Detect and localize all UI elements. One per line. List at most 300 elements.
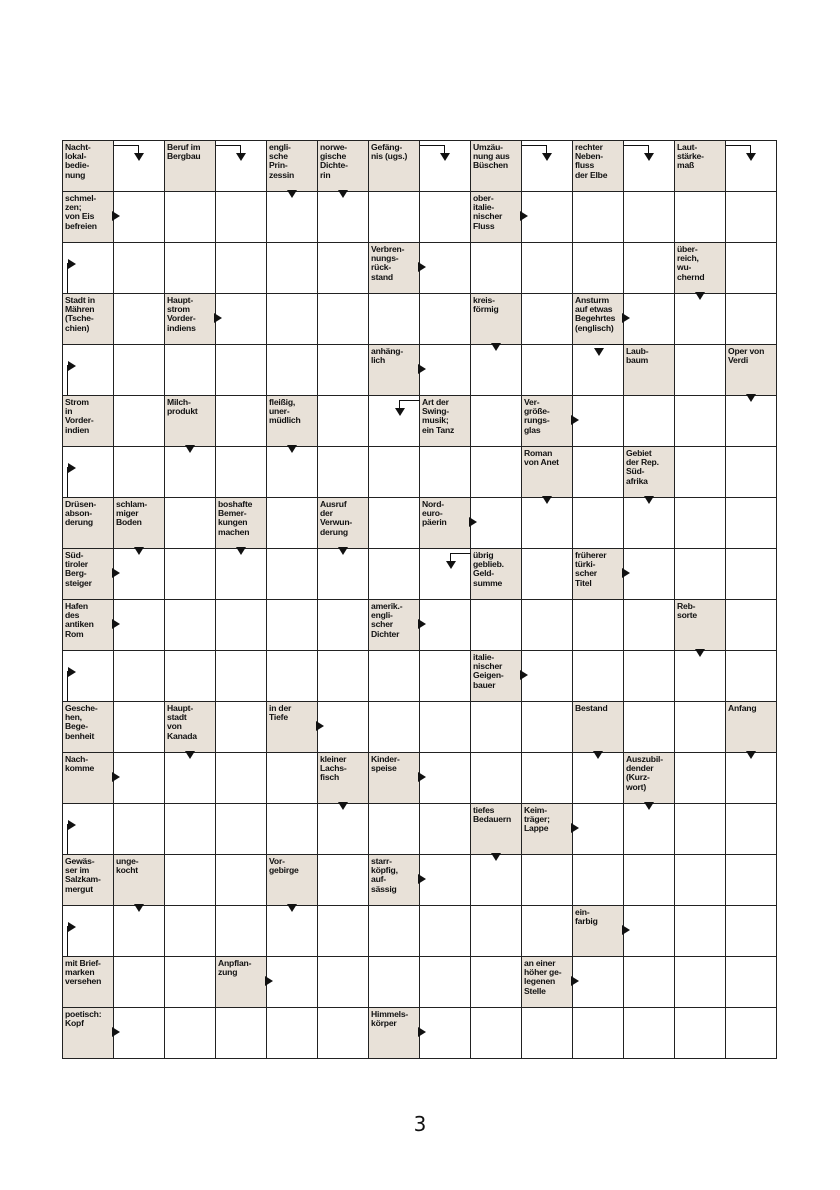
- answer-cell[interactable]: [522, 855, 573, 906]
- clue-cell: [63, 753, 114, 804]
- answer-cell[interactable]: [726, 447, 777, 498]
- answer-cell[interactable]: [726, 243, 777, 294]
- corner-right-arrow-icon: [68, 463, 76, 473]
- answer-cell[interactable]: [522, 549, 573, 600]
- answer-cell[interactable]: [114, 906, 165, 957]
- answer-cell[interactable]: [675, 753, 726, 804]
- answer-cell[interactable]: [420, 549, 471, 600]
- answer-cell[interactable]: [216, 906, 267, 957]
- arrow-right-icon: [520, 211, 528, 221]
- clue-text: Gebiet der Rep. Süd- afrika: [626, 448, 659, 486]
- answer-cell[interactable]: [675, 1008, 726, 1059]
- answer-cell[interactable]: [318, 243, 369, 294]
- corner-down-arrow-icon: [746, 153, 756, 161]
- clue-cell: [369, 345, 420, 396]
- clue-cell: [63, 600, 114, 651]
- answer-cell[interactable]: [624, 906, 675, 957]
- answer-cell[interactable]: [471, 396, 522, 447]
- answer-cell[interactable]: [216, 549, 267, 600]
- answer-cell[interactable]: [420, 447, 471, 498]
- answer-cell[interactable]: [165, 192, 216, 243]
- corner-stem-icon: [624, 145, 648, 146]
- clue-cell: [63, 855, 114, 906]
- clue-cell: [624, 447, 675, 498]
- answer-cell[interactable]: [216, 702, 267, 753]
- answer-cell[interactable]: [63, 345, 114, 396]
- clue-cell: [369, 600, 420, 651]
- answer-cell[interactable]: [573, 243, 624, 294]
- answer-cell[interactable]: [726, 600, 777, 651]
- answer-cell[interactable]: [114, 294, 165, 345]
- answer-cell[interactable]: [624, 294, 675, 345]
- answer-cell[interactable]: [114, 651, 165, 702]
- answer-cell[interactable]: [369, 396, 420, 447]
- answer-cell[interactable]: [114, 141, 165, 192]
- answer-cell[interactable]: [675, 651, 726, 702]
- answer-cell[interactable]: [420, 804, 471, 855]
- answer-cell[interactable]: [522, 906, 573, 957]
- clue-text: über- reich, wu- chernd: [677, 244, 705, 282]
- clue-text: kleiner Lachs- fisch: [320, 754, 347, 783]
- clue-text: Strom in Vorder- indien: [65, 397, 94, 435]
- clue-text: früherer türki- scher Titel: [575, 550, 607, 588]
- clue-text: schmel- zen; von Eis befreien: [65, 193, 97, 231]
- answer-cell[interactable]: [522, 294, 573, 345]
- answer-cell[interactable]: [420, 906, 471, 957]
- clue-text: Nach- komme: [65, 754, 95, 774]
- clue-text: Beruf im Bergbau: [167, 142, 201, 162]
- answer-cell[interactable]: [267, 957, 318, 1008]
- answer-cell[interactable]: [522, 702, 573, 753]
- clue-cell: [471, 141, 522, 192]
- answer-cell[interactable]: [522, 243, 573, 294]
- corner-stem-icon: [599, 344, 624, 345]
- answer-cell[interactable]: [114, 753, 165, 804]
- answer-cell[interactable]: [369, 804, 420, 855]
- answer-cell[interactable]: [369, 447, 420, 498]
- answer-cell[interactable]: [267, 294, 318, 345]
- answer-cell[interactable]: [624, 804, 675, 855]
- clue-text: mit Brief- marken versehen: [65, 958, 102, 987]
- answer-cell[interactable]: [114, 1008, 165, 1059]
- answer-cell[interactable]: [318, 906, 369, 957]
- answer-cell[interactable]: [471, 906, 522, 957]
- clue-text: Kinder- speise: [371, 754, 400, 774]
- arrow-right-icon: [418, 874, 426, 884]
- answer-cell[interactable]: [114, 396, 165, 447]
- answer-cell[interactable]: [573, 498, 624, 549]
- arrow-right-icon: [418, 364, 426, 374]
- clue-text: Ansturm auf etwas Begehrtes (englisch): [575, 295, 616, 333]
- answer-cell[interactable]: [726, 549, 777, 600]
- answer-cell[interactable]: [216, 855, 267, 906]
- clue-cell: [369, 1008, 420, 1059]
- answer-cell[interactable]: [726, 855, 777, 906]
- answer-cell[interactable]: [369, 294, 420, 345]
- answer-cell[interactable]: [675, 396, 726, 447]
- answer-cell[interactable]: [369, 651, 420, 702]
- answer-cell[interactable]: [420, 957, 471, 1008]
- answer-cell[interactable]: [471, 447, 522, 498]
- clue-cell: [522, 447, 573, 498]
- answer-cell[interactable]: [420, 243, 471, 294]
- corner-down-arrow-icon: [395, 408, 405, 416]
- answer-cell[interactable]: [420, 855, 471, 906]
- answer-cell[interactable]: [522, 600, 573, 651]
- answer-cell[interactable]: [624, 600, 675, 651]
- answer-cell[interactable]: [573, 804, 624, 855]
- arrow-right-icon: [214, 313, 222, 323]
- answer-cell[interactable]: [216, 243, 267, 294]
- answer-cell[interactable]: [318, 600, 369, 651]
- clue-text: Art der Swing- musik; ein Tanz: [422, 397, 455, 435]
- clue-cell: [369, 855, 420, 906]
- answer-cell[interactable]: [573, 447, 624, 498]
- answer-cell[interactable]: [165, 855, 216, 906]
- answer-cell[interactable]: [675, 345, 726, 396]
- answer-cell[interactable]: [420, 1008, 471, 1059]
- answer-cell[interactable]: [318, 957, 369, 1008]
- answer-cell[interactable]: [165, 1008, 216, 1059]
- answer-cell[interactable]: [573, 396, 624, 447]
- clue-cell: [63, 192, 114, 243]
- answer-cell[interactable]: [267, 345, 318, 396]
- arrow-down-icon: [593, 751, 603, 759]
- answer-cell[interactable]: [165, 753, 216, 804]
- answer-cell[interactable]: [63, 804, 114, 855]
- clue-text: Verbren- nungs- rück- stand: [371, 244, 405, 282]
- corner-stem-icon: [546, 145, 547, 153]
- corner-down-arrow-icon: [542, 153, 552, 161]
- arrow-down-icon: [695, 292, 705, 300]
- answer-cell[interactable]: [318, 855, 369, 906]
- answer-cell[interactable]: [63, 243, 114, 294]
- corner-stem-icon: [750, 145, 751, 153]
- arrow-down-icon: [746, 394, 756, 402]
- clue-cell: [216, 957, 267, 1008]
- clue-cell: [267, 396, 318, 447]
- answer-cell[interactable]: [318, 702, 369, 753]
- answer-cell[interactable]: [420, 600, 471, 651]
- answer-cell[interactable]: [675, 294, 726, 345]
- answer-cell[interactable]: [267, 651, 318, 702]
- clue-cell: [165, 702, 216, 753]
- clue-text: engli- sche Prin- zessin: [269, 142, 295, 180]
- answer-cell[interactable]: [420, 651, 471, 702]
- answer-cell[interactable]: [675, 804, 726, 855]
- answer-cell[interactable]: [369, 498, 420, 549]
- answer-cell[interactable]: [267, 498, 318, 549]
- answer-cell[interactable]: [624, 957, 675, 1008]
- clue-text: übrig geblieb. Geld- summe: [473, 550, 504, 588]
- clue-text: Laub- baum: [626, 346, 649, 366]
- answer-cell[interactable]: [675, 192, 726, 243]
- clue-text: Haupt- strom Vorder- indiens: [167, 295, 196, 333]
- clue-text: Anfang: [728, 703, 757, 713]
- answer-cell[interactable]: [267, 192, 318, 243]
- answer-cell[interactable]: [267, 804, 318, 855]
- answer-cell[interactable]: [624, 1008, 675, 1059]
- answer-cell[interactable]: [165, 549, 216, 600]
- corner-right-arrow-icon: [68, 922, 76, 932]
- clue-text: Auszubil- dender (Kurz- wort): [626, 754, 663, 792]
- corner-stem-icon: [240, 145, 241, 153]
- arrow-down-icon: [134, 547, 144, 555]
- clue-text: anhäng- lich: [371, 346, 404, 366]
- answer-cell[interactable]: [522, 1008, 573, 1059]
- arrow-right-icon: [622, 313, 630, 323]
- answer-cell[interactable]: [420, 753, 471, 804]
- clue-cell: [63, 1008, 114, 1059]
- clue-text: Milch- produkt: [167, 397, 198, 417]
- answer-cell[interactable]: [267, 906, 318, 957]
- clue-text: Drüsen- abson- derung: [65, 499, 97, 528]
- answer-cell[interactable]: [216, 1008, 267, 1059]
- answer-cell[interactable]: [471, 600, 522, 651]
- arrow-down-icon: [287, 190, 297, 198]
- answer-cell[interactable]: [471, 702, 522, 753]
- answer-cell[interactable]: [522, 345, 573, 396]
- answer-cell[interactable]: [267, 1008, 318, 1059]
- answer-cell[interactable]: [267, 753, 318, 804]
- answer-cell[interactable]: [624, 396, 675, 447]
- answer-cell[interactable]: [216, 294, 267, 345]
- answer-cell[interactable]: [726, 957, 777, 1008]
- answer-cell[interactable]: [318, 549, 369, 600]
- crossword-grid: [62, 140, 777, 1059]
- answer-cell[interactable]: [726, 906, 777, 957]
- clue-cell: [624, 753, 675, 804]
- arrow-down-icon: [287, 904, 297, 912]
- answer-cell[interactable]: [165, 600, 216, 651]
- answer-cell[interactable]: [114, 243, 165, 294]
- answer-cell[interactable]: [420, 294, 471, 345]
- arrow-right-icon: [571, 823, 579, 833]
- answer-cell[interactable]: [216, 600, 267, 651]
- answer-cell[interactable]: [471, 753, 522, 804]
- answer-cell[interactable]: [165, 804, 216, 855]
- clue-text: Stadt in Mähren (Tsche- chien): [65, 295, 95, 333]
- clue-cell: [63, 702, 114, 753]
- answer-cell[interactable]: [726, 804, 777, 855]
- answer-cell[interactable]: [369, 957, 420, 1008]
- answer-cell[interactable]: [114, 702, 165, 753]
- answer-cell[interactable]: [267, 243, 318, 294]
- answer-cell[interactable]: [63, 651, 114, 702]
- answer-cell[interactable]: [420, 702, 471, 753]
- corner-stem-icon: [648, 145, 649, 153]
- arrow-right-icon: [112, 568, 120, 578]
- answer-cell[interactable]: [216, 192, 267, 243]
- clue-cell: [471, 804, 522, 855]
- answer-cell[interactable]: [573, 1008, 624, 1059]
- answer-cell[interactable]: [675, 906, 726, 957]
- answer-cell[interactable]: [216, 141, 267, 192]
- answer-cell[interactable]: [726, 141, 777, 192]
- answer-cell[interactable]: [318, 192, 369, 243]
- corner-down-arrow-icon: [644, 153, 654, 161]
- answer-cell[interactable]: [165, 345, 216, 396]
- answer-cell[interactable]: [114, 345, 165, 396]
- clue-cell: [726, 702, 777, 753]
- answer-cell[interactable]: [114, 957, 165, 1008]
- answer-cell[interactable]: [522, 753, 573, 804]
- answer-cell[interactable]: [165, 651, 216, 702]
- clue-cell: [573, 141, 624, 192]
- answer-cell[interactable]: [318, 651, 369, 702]
- answer-cell[interactable]: [369, 192, 420, 243]
- answer-cell[interactable]: [318, 804, 369, 855]
- arrow-down-icon: [236, 547, 246, 555]
- clue-cell: [675, 141, 726, 192]
- answer-cell[interactable]: [63, 906, 114, 957]
- answer-cell[interactable]: [726, 294, 777, 345]
- answer-cell[interactable]: [471, 498, 522, 549]
- answer-cell[interactable]: [522, 192, 573, 243]
- corner-stem-icon: [114, 145, 138, 146]
- answer-cell[interactable]: [573, 192, 624, 243]
- answer-cell[interactable]: [471, 243, 522, 294]
- answer-cell[interactable]: [471, 957, 522, 1008]
- answer-cell[interactable]: [726, 498, 777, 549]
- answer-cell[interactable]: [318, 345, 369, 396]
- answer-cell[interactable]: [675, 702, 726, 753]
- clue-text: Roman von Anet: [524, 448, 559, 468]
- answer-cell[interactable]: [369, 549, 420, 600]
- corner-stem-icon: [450, 553, 451, 561]
- answer-cell[interactable]: [267, 549, 318, 600]
- answer-cell[interactable]: [165, 447, 216, 498]
- answer-cell[interactable]: [114, 549, 165, 600]
- answer-cell[interactable]: [114, 804, 165, 855]
- answer-cell[interactable]: [624, 498, 675, 549]
- answer-cell[interactable]: [573, 855, 624, 906]
- answer-cell[interactable]: [522, 498, 573, 549]
- answer-cell[interactable]: [165, 957, 216, 1008]
- answer-cell[interactable]: [318, 1008, 369, 1059]
- answer-cell[interactable]: [573, 753, 624, 804]
- answer-cell[interactable]: [318, 396, 369, 447]
- clue-text: rechter Neben- fluss der Elbe: [575, 142, 608, 180]
- clue-text: Anpflan- zung: [218, 958, 252, 978]
- answer-cell[interactable]: [624, 651, 675, 702]
- corner-stem-icon: [522, 145, 546, 146]
- answer-cell[interactable]: [216, 345, 267, 396]
- answer-cell[interactable]: [573, 957, 624, 1008]
- answer-cell[interactable]: [267, 447, 318, 498]
- clue-cell: [522, 804, 573, 855]
- arrow-down-icon: [338, 547, 348, 555]
- answer-cell[interactable]: [726, 1008, 777, 1059]
- answer-cell[interactable]: [675, 549, 726, 600]
- answer-cell[interactable]: [675, 957, 726, 1008]
- arrow-down-icon: [338, 802, 348, 810]
- answer-cell[interactable]: [216, 447, 267, 498]
- answer-cell[interactable]: [624, 702, 675, 753]
- arrow-right-icon: [622, 568, 630, 578]
- answer-cell[interactable]: [318, 447, 369, 498]
- clue-cell: [63, 498, 114, 549]
- answer-cell[interactable]: [624, 192, 675, 243]
- clue-cell: [114, 855, 165, 906]
- arrow-right-icon: [622, 925, 630, 935]
- corner-stem-icon: [420, 145, 444, 146]
- answer-cell[interactable]: [726, 651, 777, 702]
- clue-text: Bestand: [575, 703, 608, 713]
- corner-down-arrow-icon: [134, 153, 144, 161]
- clue-text: Laut- stärke- maß: [677, 142, 704, 171]
- answer-cell[interactable]: [624, 549, 675, 600]
- answer-cell[interactable]: [369, 906, 420, 957]
- answer-cell[interactable]: [216, 804, 267, 855]
- answer-cell[interactable]: [726, 396, 777, 447]
- answer-cell[interactable]: [471, 345, 522, 396]
- arrow-right-icon: [469, 517, 477, 527]
- clue-cell: [318, 753, 369, 804]
- answer-cell[interactable]: [573, 600, 624, 651]
- answer-cell[interactable]: [471, 1008, 522, 1059]
- clue-cell: [471, 294, 522, 345]
- answer-cell[interactable]: [420, 345, 471, 396]
- answer-cell[interactable]: [624, 141, 675, 192]
- answer-cell[interactable]: [216, 651, 267, 702]
- arrow-down-icon: [185, 445, 195, 453]
- answer-cell[interactable]: [216, 396, 267, 447]
- answer-cell[interactable]: [165, 906, 216, 957]
- answer-cell[interactable]: [624, 855, 675, 906]
- clue-text: amerik.- engli- scher Dichter: [371, 601, 403, 639]
- answer-cell[interactable]: [114, 600, 165, 651]
- answer-cell[interactable]: [216, 753, 267, 804]
- answer-cell[interactable]: [624, 243, 675, 294]
- answer-cell[interactable]: [726, 192, 777, 243]
- clue-text: boshafte Bemer- kungen machen: [218, 499, 253, 537]
- answer-cell[interactable]: [522, 141, 573, 192]
- clue-text: Ver- größe- rungs- glas: [524, 397, 550, 435]
- answer-cell[interactable]: [420, 141, 471, 192]
- arrow-down-icon: [644, 802, 654, 810]
- answer-cell[interactable]: [114, 192, 165, 243]
- clue-cell: [522, 957, 573, 1008]
- answer-cell[interactable]: [369, 702, 420, 753]
- answer-cell[interactable]: [675, 447, 726, 498]
- clue-text: Haupt- stadt von Kanada: [167, 703, 197, 741]
- answer-cell[interactable]: [522, 651, 573, 702]
- answer-cell[interactable]: [675, 498, 726, 549]
- answer-cell[interactable]: [267, 600, 318, 651]
- answer-cell[interactable]: [573, 651, 624, 702]
- answer-cell[interactable]: [165, 498, 216, 549]
- clue-cell: [318, 141, 369, 192]
- clue-text: unge- kocht: [116, 856, 139, 876]
- answer-cell[interactable]: [165, 243, 216, 294]
- clue-text: Reb- sorte: [677, 601, 698, 621]
- answer-cell[interactable]: [318, 294, 369, 345]
- clue-text: Vor- gebirge: [269, 856, 299, 876]
- answer-cell[interactable]: [471, 855, 522, 906]
- arrow-right-icon: [112, 772, 120, 782]
- answer-cell[interactable]: [675, 855, 726, 906]
- answer-cell[interactable]: [726, 753, 777, 804]
- clue-text: Oper von Verdi: [728, 346, 765, 366]
- clue-text: ober- italie- nischer Fluss: [473, 193, 503, 231]
- answer-cell[interactable]: [63, 447, 114, 498]
- arrow-right-icon: [265, 976, 273, 986]
- clue-cell: [573, 702, 624, 753]
- answer-cell[interactable]: [420, 192, 471, 243]
- answer-cell[interactable]: [114, 447, 165, 498]
- arrow-down-icon: [491, 853, 501, 861]
